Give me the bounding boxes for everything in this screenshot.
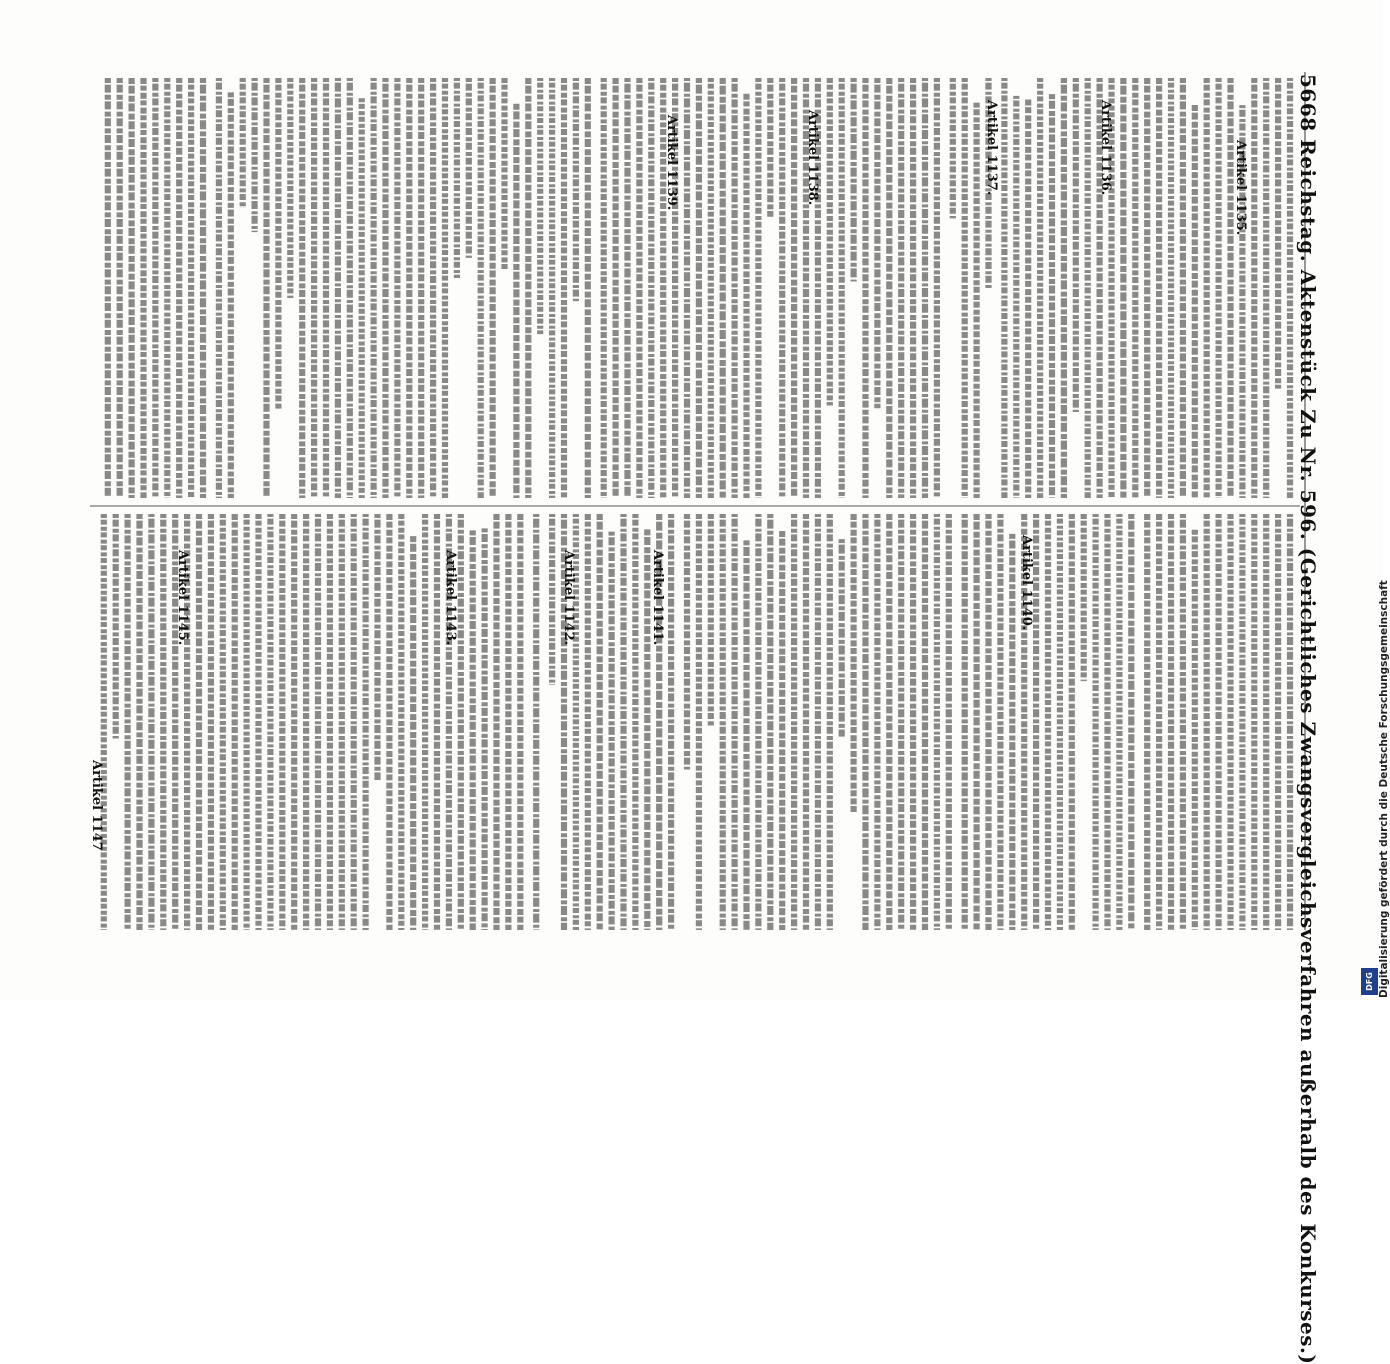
dfg-logo-text: DFG — [1365, 972, 1375, 991]
article-heading-1141: Artikel 1141. — [650, 550, 665, 646]
digitization-note: Digitalisierung gefördert durch die Deutsche Forschungsgemeinschaft — [1378, 580, 1390, 998]
article-heading-1142: Artikel 1142. — [561, 550, 576, 646]
article-heading-1138: Artikel 1138. — [805, 110, 820, 206]
article-reference-1147: Artikel 1147 — [89, 760, 104, 851]
article-heading-1136: Artikel 1136. — [1098, 100, 1113, 196]
dfg-logo — [1361, 968, 1378, 995]
article-heading-1145: Artikel 1145. — [175, 550, 190, 646]
article-heading-1140: Artikel 1140. — [1019, 535, 1034, 631]
article-heading-1139: Artikel 1139. — [664, 115, 679, 211]
running-head: 5668 Reichstag. Aktenstück Zu Nr. 596. (Gerichtliches Zwangsvergleichsverfahren außerhalb des Konkurses.) — [1296, 74, 1320, 1364]
article-heading-1135: Artikel 1135. — [1233, 140, 1248, 236]
lower-column-text — [104, 514, 1290, 930]
article-heading-1143: Artikel 1143. — [443, 550, 458, 646]
article-heading-1137: Artikel 1137. — [984, 100, 999, 196]
